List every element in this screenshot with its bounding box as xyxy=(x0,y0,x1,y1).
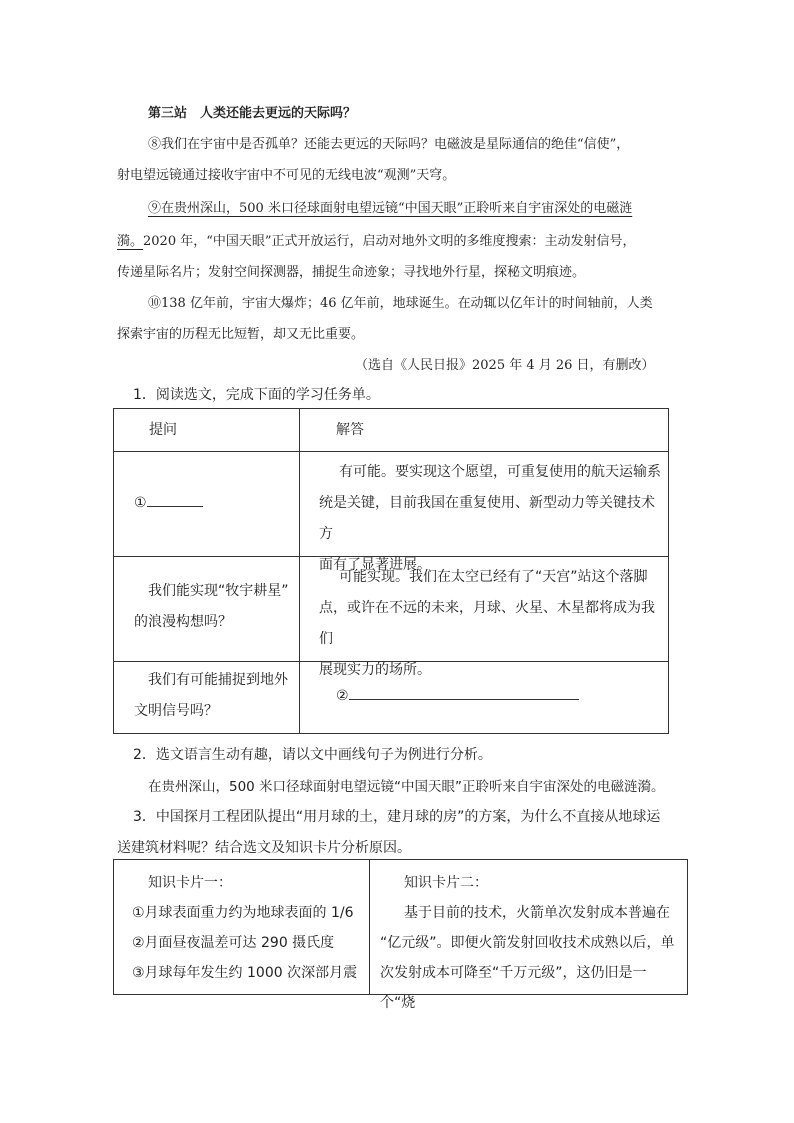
row2-ask-line: 的浪漫构想吗？ xyxy=(134,614,232,630)
row2-ask-line: 我们能实现“牧宇耕星” xyxy=(148,583,289,599)
task-table xyxy=(113,408,669,734)
row2-answer-line: 可能实现。我们在太空已经有了“天宫”站这个落脚 xyxy=(339,569,648,585)
blank-marker-1: ① xyxy=(134,495,147,511)
card-2-line: 基于目前的技术，火箭单次发射成本普遍在 xyxy=(404,905,670,921)
question-3-prompt-line-1: 3．中国探月工程团队提出“用月球的土，建月球的房”的方案，为什么不直接从地球运 xyxy=(133,809,661,825)
question-2-prompt: 2．选文语言生动有趣，请以文中画线句子为例进行分析。 xyxy=(133,747,492,763)
card-2-body xyxy=(380,898,680,1018)
card-1-title: 知识卡片一： xyxy=(148,875,232,891)
card-2-line: 次发射成本可降至“千万元级”，这仍旧是一个“烧 xyxy=(380,965,647,1011)
row2-ask xyxy=(134,576,289,638)
card-divider xyxy=(369,860,370,994)
row3-ask-line: 文明信号吗？ xyxy=(134,703,218,719)
question-2-quote: 在贵州深山，500 米口径球面射电望远镜“中国天眼”正聆听来自宇宙深处的电磁涟漪。 xyxy=(148,779,665,795)
question-1-prompt: 1．阅读选文，完成下面的学习任务单。 xyxy=(133,387,380,403)
station-heading: 第三站 人类还能去更远的天际吗？ xyxy=(148,106,357,121)
row3-ask xyxy=(134,665,288,727)
paragraph-10-line-1: ⑩138 亿年前，宇宙大爆炸；46 亿年前，地球诞生。在动辄以亿年计的时间轴前，人类 xyxy=(148,296,653,311)
paragraph-8-line-1: ⑧我们在宇宙中是否孤单？还能去更远的天际吗？电磁波是星际通信的绝佳“信使”， xyxy=(148,137,630,152)
paragraph-9-line-3: 传递星际名片；发射空间探测器，捕捉生命迹象；寻找地外行星，探秘文明痕迹。 xyxy=(117,265,586,280)
column-divider xyxy=(299,409,300,733)
answer-blank-2[interactable] xyxy=(349,685,579,700)
blank-marker-2: ② xyxy=(336,688,349,704)
paragraph-9-line-1: ⑨在贵州深山，500 米口径球面射电望远镜“中国天眼”正聆听来自宇宙深处的电磁涟 xyxy=(148,201,633,216)
paragraph-9-line-2 xyxy=(117,230,636,249)
answer-blank-1[interactable] xyxy=(147,492,203,507)
row1-answer-line: 统是关键，目前我国在重复使用、新型动力等关键技术方 xyxy=(319,495,655,542)
row2-answer-line: 展现实力的场所。 xyxy=(319,662,431,678)
paragraph-9-line-2-rest: 2020 年，“中国天眼”正式开放运行，启动对地外文明的多维度搜索：主动发射信号， xyxy=(143,234,636,249)
question-3-prompt-line-2: 送建筑材料呢？结合选文及知识卡片分析原因。 xyxy=(117,840,411,856)
row2-answer-line: 点，或许在不远的未来，月球、火星、木星都将成为我们 xyxy=(319,600,655,647)
row3-answer xyxy=(336,681,579,712)
header-answer: 解答 xyxy=(336,422,364,438)
row3-ask-line: 我们有可能捕捉到地外 xyxy=(148,672,288,688)
paragraph-8-line-2: 射电望远镜通过接收宇宙中不可见的无线电波“观测”天穹。 xyxy=(117,168,456,183)
card-2-title: 知识卡片二： xyxy=(404,875,488,891)
row-divider xyxy=(114,451,668,452)
knowledge-cards xyxy=(113,859,688,1011)
header-ask: 提问 xyxy=(149,422,177,438)
source-citation: （选自《人民日报》2025 年 4 月 26 日，有删改） xyxy=(355,358,655,373)
row2-answer xyxy=(319,562,663,686)
row1-ask xyxy=(134,488,203,519)
row1-answer-line: 有可能。要实现这个愿望，可重复使用的航天运输系 xyxy=(339,464,661,480)
row1-answer-line: 面有了显著进展。 xyxy=(319,557,431,573)
card-1-item: ②月面昼夜温差可达 290 摄氏度 xyxy=(132,935,335,951)
underlined-sentence-end: 漪。 xyxy=(117,234,144,249)
card-1-item: ③月球每年发生约 1000 次深部月震 xyxy=(132,965,358,981)
paragraph-10-line-2: 探索宇宙的历程无比短暂，却又无比重要。 xyxy=(117,327,365,342)
card-2-line: “亿元级”。即便火箭发射回收技术成熟以后，单 xyxy=(380,935,675,951)
card-1-item: ①月球表面重力约为地球表面的 1/6 xyxy=(132,905,354,921)
card-1-list xyxy=(132,898,357,988)
